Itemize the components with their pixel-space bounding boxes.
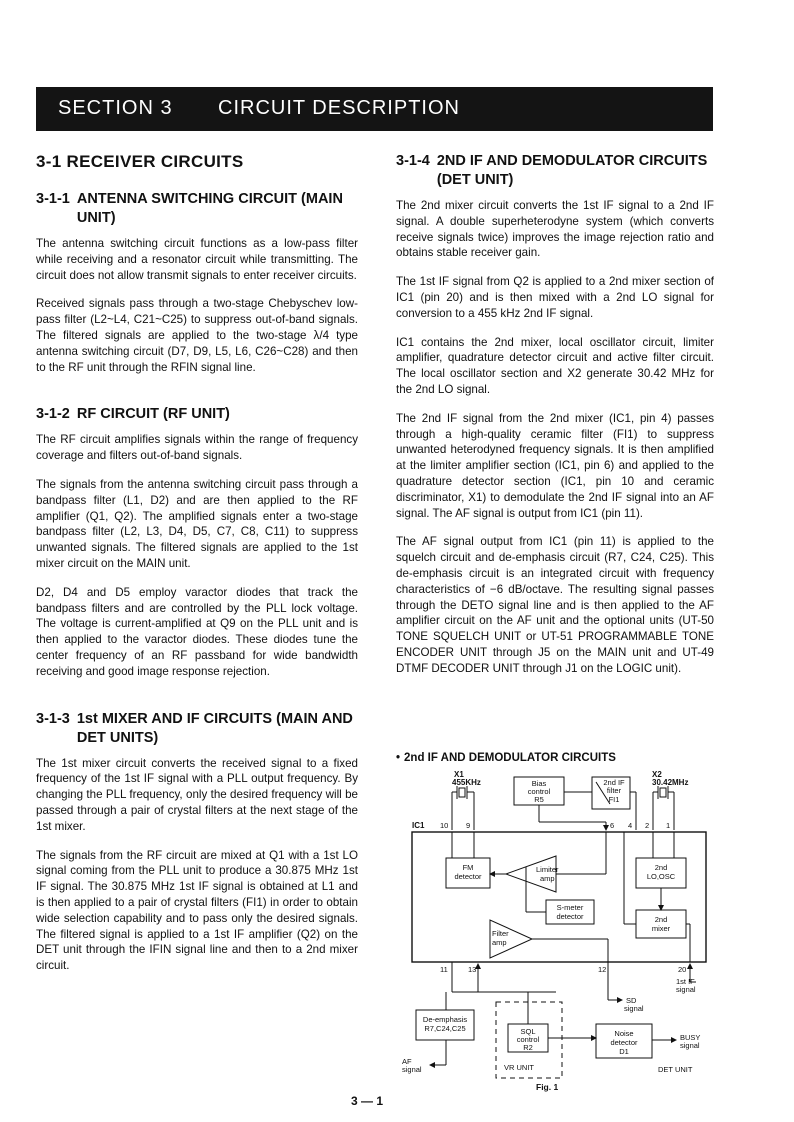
circuit-figure — [396, 752, 714, 1097]
section-label: SECTION 3 — [58, 97, 173, 119]
svg-text:detector: detector — [556, 912, 584, 921]
2nd-mixer-block — [636, 910, 686, 938]
svg-text:D1: D1 — [619, 1047, 629, 1056]
x2-freq: 30.42MHz — [652, 778, 689, 787]
paragraph: The antenna switching circuit functions as a low-pass filter while receiving and a resonator circuit while transmitting. The circuit does not allow transmit signals to enter receiver circuits. — [36, 237, 358, 282]
page-number: 3 — 1 — [351, 1094, 384, 1108]
section-3-1-4 — [396, 152, 714, 677]
x2-label: X2 — [652, 770, 662, 779]
svg-text:mixer: mixer — [651, 924, 671, 933]
svg-text:11: 11 — [440, 965, 448, 974]
svg-text:6: 6 — [610, 821, 615, 830]
section-3-1-1 — [36, 190, 358, 375]
2nd-if-filter-block — [592, 777, 630, 809]
svg-text:signal: signal — [402, 1065, 422, 1074]
svg-text:13: 13 — [468, 965, 477, 974]
heading-receiver-circuits: 3-1 RECEIVER CIRCUITS — [36, 152, 244, 171]
subheading-title: RF CIRCUIT (RF UNIT) — [76, 406, 230, 423]
svg-text:FI1: FI1 — [608, 795, 620, 804]
subheading-number: 3-1-2 — [36, 406, 70, 423]
limiter-amp-block — [506, 856, 559, 892]
sql-control-block — [508, 1024, 548, 1052]
ic1-label: IC1 — [412, 821, 425, 830]
subheading-3-1-1 — [36, 190, 358, 228]
svg-text:12: 12 — [598, 965, 607, 974]
svg-text:BUSY: BUSY — [680, 1033, 701, 1042]
section-3-1-2 — [36, 405, 358, 679]
subheading-title: 1st MIXER AND IF CIRCUITS (MAIN AND DET UNITS) — [76, 710, 353, 746]
paragraph: The 2nd IF signal from the 2nd mixer (IC1, pin 4) passes through a high-quality ceramic filter (FI1) to suppress unwanted heterodyned frequency signals. It is then amplified at the limiter amplifier section (IC1, pin 6) and applied to the quadrature detector section (IC1, pin 10 and ceramic discriminator, X1) to demodulate the 2nd IF signal into an AF signal. The AF signal is output from IC1 (pin 11). — [396, 411, 714, 520]
svg-text:AF: AF — [402, 1057, 412, 1066]
paragraph: The RF circuit amplifies signals within the range of frequency coverage and filters out-of-band signals. — [36, 433, 358, 463]
crystal-x2-icon — [653, 786, 674, 799]
x1-label: X1 — [454, 770, 464, 779]
svg-text:20: 20 — [678, 965, 687, 974]
subheading-title: ANTENNA SWITCHING CIRCUIT (MAIN UNIT) — [76, 191, 343, 226]
svg-text:detector: detector — [610, 1038, 638, 1047]
svg-text:LO,OSC: LO,OSC — [646, 872, 676, 881]
fm-detector-block — [446, 858, 490, 888]
crystal-x1-icon — [452, 786, 474, 799]
ic1-box — [412, 832, 706, 962]
x1-freq: 455KHz — [452, 778, 481, 787]
subheading-3-1-4 — [396, 152, 714, 190]
svg-text:De-emphasis: De-emphasis — [422, 1015, 468, 1024]
svg-text:control: control — [516, 1035, 540, 1044]
paragraph: Received signals pass through a two-stage Chebyschev low-pass filter (L2~L4, C21~C25) to suppress out-of-band signals. The filtered signals are applied to the two-stage λ/4 type antenna switching circuit (D7, D9, L5, L6, C26~C28) and then to the RF unit through the RFIN signal line. — [36, 297, 358, 374]
subheading-3-1-3 — [36, 710, 358, 748]
section-3-1-3 — [36, 710, 358, 974]
svg-text:detector: detector — [454, 872, 482, 881]
subheading-3-1-2 — [36, 405, 358, 424]
paragraph: IC1 contains the 2nd mixer, local oscillator circuit, limiter amplifier, quadrature detector circuit and active filter circuit. The local oscillator section and X2 generate 30.42 MHz for the 2nd LO signal. — [396, 335, 714, 396]
svg-text:signal: signal — [624, 1004, 644, 1013]
paragraph: The 1st mixer circuit converts the received signal to a fixed frequency of the 1st IF signal with a PLL output frequency. By changing the PLL frequency, only the desired frequency will be passed through a pair of crystal filters at the next stage of the 1st mixer. — [36, 756, 358, 833]
block-diagram — [396, 752, 714, 1097]
svg-text:R2: R2 — [523, 1043, 533, 1052]
lo-osc-block — [636, 858, 686, 888]
paragraph: The signals from the antenna switching circuit pass through a bandpass filter (L1, D2) and are then applied to the RF amplifier (Q1, Q2). The amplified signals enter a two-stage bandpass filter (L2, L3, D4, D5, C7, C8, C11) to suppress unwanted signals. The filtered signals are applied to the 1st mixer circuit on the MAIN unit. — [36, 477, 358, 570]
svg-text:2nd: 2nd — [654, 915, 668, 924]
subheading-number: 3-1-3 — [36, 710, 70, 727]
svg-text:Noise: Noise — [614, 1029, 634, 1038]
svg-text:9: 9 — [466, 821, 471, 830]
svg-text:S-meter: S-meter — [556, 903, 584, 912]
svg-text:2nd: 2nd — [654, 863, 668, 872]
svg-text:SQL: SQL — [520, 1027, 536, 1036]
svg-text:signal: signal — [676, 985, 696, 994]
caption-text: 2nd IF AND DEMODULATOR CIRCUITS — [404, 752, 616, 764]
de-emphasis-block — [416, 1010, 474, 1040]
svg-text:R7,C24,C25: R7,C24,C25 — [424, 1024, 466, 1033]
svg-text:2nd IF: 2nd IF — [603, 778, 625, 787]
svg-text:1: 1 — [666, 821, 671, 830]
paragraph: D2, D4 and D5 employ varactor diodes that track the bandpass filters and are controlled by the PLL lock voltage. The voltage is current-amplified at Q9 on the PLL unit and is then applied to the varactor diodes. These diodes tune the center frequency of an RF passband for wide bandwidth receiving and good image response rejection. — [36, 585, 358, 678]
det-unit-label: DET UNIT — [658, 1065, 693, 1074]
svg-text:SD: SD — [626, 996, 637, 1005]
vr-unit-label: VR UNIT — [504, 1063, 534, 1072]
svg-text:Limiter: Limiter — [536, 865, 559, 874]
svg-text:1st IF: 1st IF — [676, 977, 695, 986]
svg-text:FM: FM — [462, 863, 474, 872]
paragraph: The AF signal output from IC1 (pin 11) is applied to the squelch circuit and de-emphasis circuit (R7, C24, C25). This de-emphasis circuit is an integrated circuit with frequency characteristics of −6 dB/octave. The resulting signal passes through the DETO signal line and is then applied to the AF amplifier circuit on the AF unit and the optional units (UT-50 TONE SQUELCH UNIT or UT-51 PROGRAMMABLE TONE ENCODER UNIT through J5 on the MAIN unit and UT-49 DTMF DECODER UNIT through J1 on the LOGIC unit). — [396, 535, 714, 675]
svg-text:4: 4 — [628, 821, 633, 830]
subheading-title: 2ND IF AND DEMODULATOR CIRCUITS (DET UNIT) — [436, 153, 708, 188]
bias-control-block — [514, 777, 564, 805]
section-title: CIRCUIT DESCRIPTION — [218, 97, 460, 119]
svg-text:control: control — [527, 787, 551, 796]
svg-text:Bias: Bias — [531, 779, 547, 788]
section-banner — [36, 87, 713, 131]
filter-amp-block — [490, 920, 532, 958]
paragraph: The 1st IF signal from Q2 is applied to a 2nd mixer section of IC1 (pin 20) and is then mixed with a 2nd LO signal for conversion to a 455 kHz 2nd IF signal. — [396, 275, 714, 320]
svg-text:Filter: Filter — [492, 929, 509, 938]
svg-text:filter: filter — [606, 786, 622, 795]
left-column — [36, 152, 358, 1004]
figure-label: Fig. 1 — [536, 1082, 559, 1092]
paragraph: The 2nd mixer circuit converts the 1st IF signal to a 2nd IF signal. A double superheterodyne system (which converts receive signals twice) improves the image rejection ratio and obtains stable receiver gain. — [396, 199, 714, 260]
svg-text:2: 2 — [645, 821, 650, 830]
s-meter-detector-block — [546, 900, 594, 924]
subheading-number: 3-1-4 — [396, 153, 430, 169]
svg-text:amp: amp — [492, 938, 507, 947]
noise-detector-block — [596, 1024, 652, 1058]
caption-bullet: • — [396, 752, 401, 764]
svg-text:R5: R5 — [534, 795, 544, 804]
right-column — [396, 152, 714, 707]
svg-text:signal: signal — [680, 1041, 700, 1050]
paragraph: The signals from the RF circuit are mixed at Q1 with a 1st LO signal coming from the PLL unit to produce a 30.875 MHz 1st IF signal. The 30.875 MHz 1st IF signal is obtained at L1 and is then applied to a pair of crystal filters (FI1) in order to obtain wide selection capability and to pass only the desired signals. The filtered signal is applied to a 1st IF amplifier (Q2) on the DET unit through the IFIN signal line and then to a 2nd mixer circuit. — [36, 848, 358, 973]
svg-text:amp: amp — [540, 874, 555, 883]
svg-text:10: 10 — [440, 821, 449, 830]
subheading-number: 3-1-1 — [36, 191, 70, 207]
